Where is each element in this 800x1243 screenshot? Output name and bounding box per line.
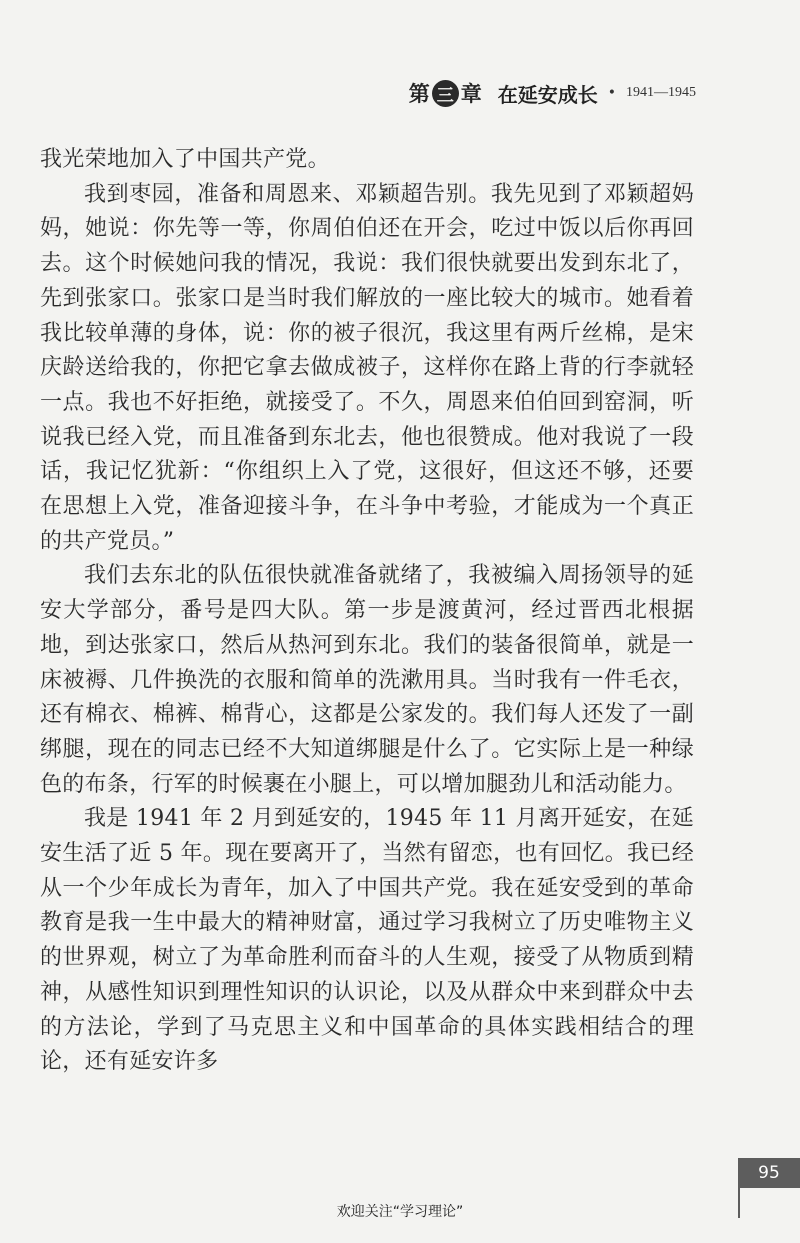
chapter-number-disc: 三 bbox=[432, 80, 459, 107]
footer-note: 欢迎关注“学习理论” bbox=[336, 1204, 464, 1220]
chapter-label-pre: 第 bbox=[408, 82, 430, 106]
header-separator: • bbox=[607, 85, 616, 101]
page-number: 95 bbox=[738, 1158, 800, 1188]
paragraph-1: 我光荣地加入了中国共产党。 bbox=[40, 147, 330, 172]
paragraph-4: 我是 1941 年 2 月到延安的，1945 年 11 月离开延安，在延安生活了近 5 年。现在要离开了，当然有留恋，也有回忆。我已经从一个少年成长为青年，加入了中国共产党。我在延安受到的革命教育是我一生中最大的精神财富，通过学习我树立了历史唯物主义的世界观，树立了为革命胜利而奋斗的人生观，接受了从物质到精神，从感性知识到理性知识的认识论，以及从群众中来到群众中去的方法论，学到了马克思主义和中国革命的具体实践相结合的理论，还有延安许多 bbox=[40, 806, 694, 1075]
chapter-years: 1941—1945 bbox=[626, 85, 696, 100]
running-header bbox=[409, 76, 696, 110]
paragraph-2: 我到枣园，准备和周恩来、邓颖超告别。我先见到了邓颖超妈妈，她说：你先等一等，你周伯伯还在开会，吃过中饭以后你再回去。这个时候她问我的情况，我说：我们很快就要出发到东北了，先到张家口。张家口是当时我们解放的一座比较大的城市。她看着我比较单薄的身体，说：你的被子很沉，我这里有两斤丝棉，是宋庆龄送给我的，你把它拿去做成被子，这样你在路上背的行李就轻一点。我也不好拒绝，就接受了。不久，周恩来伯伯回到窑洞，听说我已经入党，而且准备到东北去，他也很赞成。他对我说了一段话，我记忆犹新：“你组织上入了党，这很好，但这还不够，还要在思想上入党，准备迎接斗争，在斗争中考验，才能成为一个真正的共产党员。” bbox=[40, 181, 694, 554]
paragraph-3: 我们去东北的队伍很快就准备就绪了，我被编入周扬领导的延安大学部分，番号是四大队。第一步是渡黄河，经过晋西北根据地，到达张家口，然后从热河到东北。我们的装备很简单，就是一床被褥、几件换洗的衣服和简单的洗漱用具。当时我有一件毛衣，还有棉衣、棉裤、棉背心，这都是公家发的。我们每人还发了一副绑腿，现在的同志已经不大知道绑腿是什么了。它实际上是一种绿色的布条，行军的时候裹在小腿上，可以增加腿劲儿和活动能力。 bbox=[40, 563, 694, 797]
chapter-label-post: 章 bbox=[460, 82, 482, 106]
chapter-title: 在延安成长 bbox=[497, 82, 598, 107]
chapter-label bbox=[409, 78, 482, 108]
body-text bbox=[40, 143, 694, 1080]
